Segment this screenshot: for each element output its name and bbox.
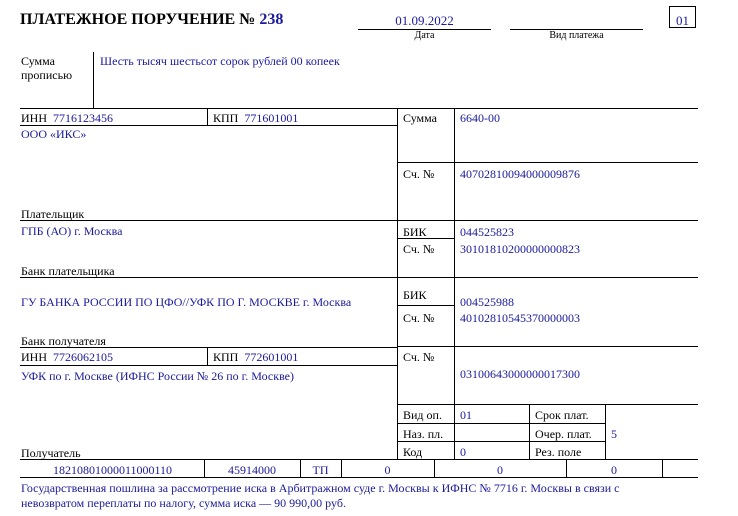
rule-payer-bank-bottom bbox=[20, 277, 698, 278]
priority-value: 5 bbox=[611, 427, 617, 441]
title-text: ПЛАТЕЖНОЕ ПОРУЧЕНИЕ № bbox=[20, 11, 256, 28]
payee-bank-label: Банк получателя bbox=[21, 334, 106, 348]
rule-tax-4 bbox=[434, 459, 435, 477]
rule-payee-bank-bottom bbox=[397, 346, 698, 347]
payee-account-label: Сч. № bbox=[403, 350, 435, 364]
rule-payer-bottom bbox=[20, 220, 698, 221]
code-label: Код bbox=[403, 445, 423, 459]
payer-kpp-label: КПП bbox=[213, 111, 239, 125]
rule-payee-inn-bottom bbox=[20, 365, 397, 366]
rule-payee-inn-kpp bbox=[207, 347, 208, 365]
payer-bank-account-label: Сч. № bbox=[403, 242, 435, 256]
payment-type-label: Вид платежа bbox=[549, 30, 604, 41]
rule-details-right bbox=[605, 404, 606, 459]
rule-payer-inn-bottom bbox=[20, 125, 397, 126]
rule-tax-3 bbox=[341, 459, 342, 477]
rule-details-row-2 bbox=[397, 441, 605, 442]
payment-date: 01.09.2022 bbox=[395, 13, 454, 28]
rule-payee-account-bottom bbox=[397, 404, 698, 405]
payer-bank-bik-value: 044525823 bbox=[460, 225, 514, 239]
amount-value: 6640-00 bbox=[460, 111, 500, 125]
payee-inn bbox=[21, 350, 113, 365]
rule-amount-words-divider bbox=[93, 52, 94, 108]
rule-amount-bottom bbox=[397, 162, 698, 163]
doc-number-value: 0 bbox=[497, 463, 503, 477]
amount-words-label-1: Сумма bbox=[21, 54, 55, 68]
rule-tax-bottom bbox=[20, 477, 698, 478]
payer-inn bbox=[21, 111, 113, 126]
rule-left-column bbox=[397, 108, 398, 459]
rule-tax-6 bbox=[662, 459, 663, 477]
rule-details-row-1 bbox=[397, 423, 605, 424]
amount-label: Сумма bbox=[403, 111, 437, 125]
payee-bank-name: ГУ БАНКА РОССИИ ПО ЦФО//УФК ПО Г. МОСКВЕ г. Москва bbox=[21, 295, 352, 309]
purpose-line-1: Государственная пошлина за рассмотрение иска в Арбитражном суде г. Москвы к ИФНС № 7716 г. Москвы в связи с bbox=[21, 481, 620, 495]
rule-tax-1 bbox=[204, 459, 205, 477]
date-label: Дата bbox=[414, 30, 435, 41]
pay-term-label: Срок плат. bbox=[535, 408, 589, 422]
payer-bank-account-value: 30101810200000000823 bbox=[460, 242, 580, 256]
payee-inn-value: 7726062105 bbox=[53, 350, 113, 364]
document-number: 238 bbox=[259, 11, 284, 28]
payer-bank-label: Банк плательщика bbox=[21, 264, 115, 278]
payer-kpp bbox=[213, 111, 298, 126]
payee-bank-bik-label: БИК bbox=[403, 288, 427, 302]
payer-inn-value: 7716123456 bbox=[53, 111, 113, 125]
amount-words-value: Шесть тысяч шестьсот сорок рублей 00 копеек bbox=[100, 54, 340, 68]
doc-date-value: 0 bbox=[611, 463, 617, 477]
rule-value-column bbox=[454, 108, 455, 459]
rule-payer-inn-kpp bbox=[207, 108, 208, 125]
rule-details-mid bbox=[529, 404, 530, 459]
amount-words-label-2: прописью bbox=[21, 68, 73, 82]
payee-bank-bik-value: 004525988 bbox=[460, 295, 514, 309]
payer-bank-name: ГПБ (АО) г. Москва bbox=[21, 224, 123, 238]
basis-value: ТП bbox=[312, 463, 329, 477]
payer-bank-bik-label: БИК bbox=[403, 225, 427, 239]
kbk-value: 18210801000011000110 bbox=[52, 463, 173, 477]
payer-name: ООО «ИКС» bbox=[21, 127, 87, 141]
document-title bbox=[20, 11, 283, 29]
period-value: 0 bbox=[384, 463, 391, 477]
form-code-box: 01 bbox=[669, 6, 696, 28]
payer-account-value: 40702810094000009876 bbox=[460, 167, 580, 181]
payee-label: Получатель bbox=[21, 446, 81, 460]
rule-payer-bank-bik bbox=[397, 238, 454, 239]
op-type-value: 01 bbox=[460, 408, 472, 422]
payee-name: УФК по г. Москве (ИФНС России № 26 по г. Москве) bbox=[21, 369, 294, 383]
op-type-label: Вид оп. bbox=[403, 408, 442, 422]
payee-account-value: 03100643000000017300 bbox=[460, 367, 580, 381]
payer-kpp-value: 771601001 bbox=[244, 111, 299, 125]
rule-tax-5 bbox=[566, 459, 567, 477]
payee-kpp-value: 772601001 bbox=[244, 350, 299, 364]
rule-payee-bank-bik bbox=[397, 305, 454, 306]
payer-inn-label: ИНН bbox=[21, 111, 47, 125]
rule-under-amount-words bbox=[20, 108, 698, 109]
payee-kpp-label: КПП bbox=[213, 350, 239, 364]
rule-payee-inn-top bbox=[20, 347, 397, 348]
priority-label: Очер. плат. bbox=[535, 427, 592, 441]
payer-account-label: Сч. № bbox=[403, 167, 435, 181]
payer-label: Плательщик bbox=[21, 207, 85, 221]
oktmo-value: 45914000 bbox=[228, 463, 276, 477]
purpose-code-label: Наз. пл. bbox=[403, 427, 444, 441]
rule-tax-top bbox=[20, 459, 698, 460]
purpose-line-2: невозвратом переплаты по налогу, сумма иска — 90 990,00 руб. bbox=[21, 496, 346, 510]
payee-bank-account-value: 40102810545370000003 bbox=[460, 311, 580, 325]
payee-kpp bbox=[213, 350, 298, 365]
rule-tax-2 bbox=[300, 459, 301, 477]
payee-bank-account-label: Сч. № bbox=[403, 311, 435, 325]
code-value: 0 bbox=[460, 445, 466, 459]
reserve-label: Рез. поле bbox=[535, 445, 582, 459]
payee-inn-label: ИНН bbox=[21, 350, 47, 364]
